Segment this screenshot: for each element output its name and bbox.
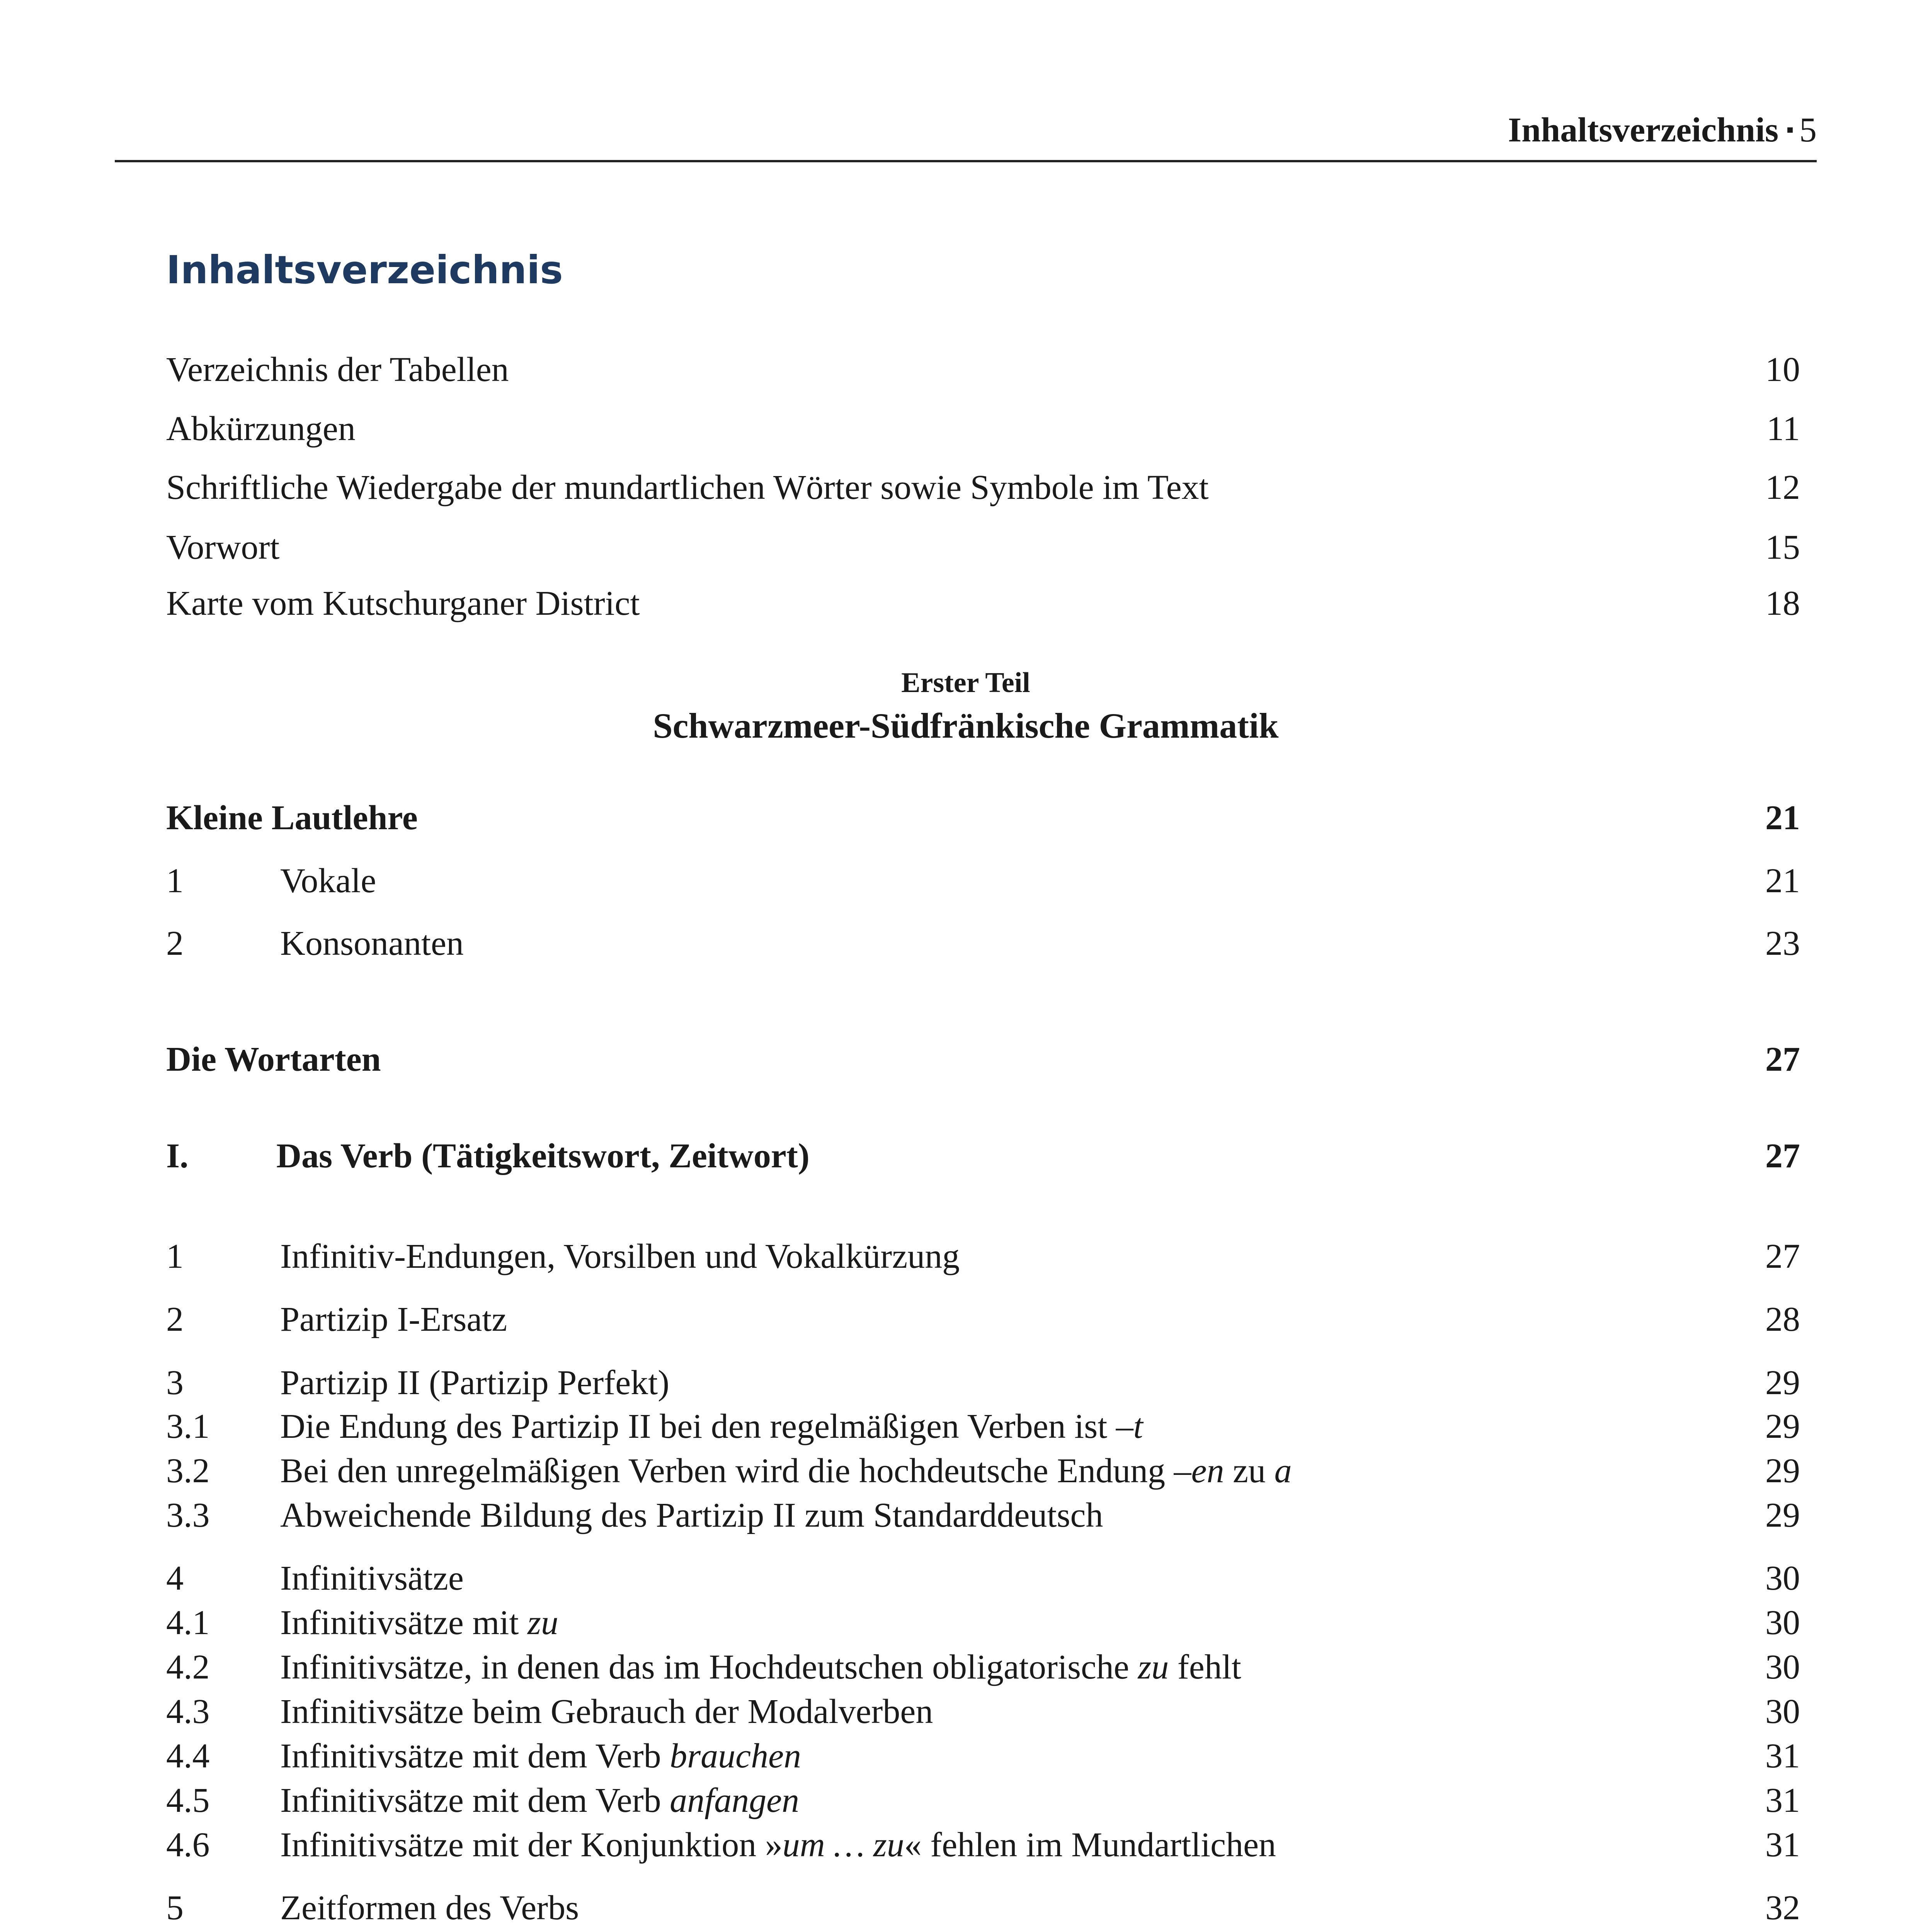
entry-title: Konsonanten xyxy=(280,924,464,963)
entry-page: 30 xyxy=(1765,1604,1800,1642)
entry-number: 4.1 xyxy=(166,1604,210,1642)
entry-title: Infinitivsätze, in denen das im Hochdeutschen obligatorische zu fehlt xyxy=(280,1648,1241,1686)
entry-page: 29 xyxy=(1765,1364,1800,1402)
entry-number: 3.2 xyxy=(166,1452,210,1490)
entry-number: 2 xyxy=(166,924,184,963)
chapter-title: Die Wortarten xyxy=(166,1040,381,1078)
entry-title: Partizip II (Partizip Perfekt) xyxy=(280,1364,670,1402)
entry-page: 11 xyxy=(1766,410,1800,448)
part-label: Erster Teil xyxy=(901,667,1030,699)
entry-page: 31 xyxy=(1765,1826,1800,1864)
entry-page: 30 xyxy=(1765,1648,1800,1686)
entry-number: 1 xyxy=(166,1237,184,1276)
entry-page: 29 xyxy=(1765,1407,1800,1446)
entry-title: Zeitformen des Verbs xyxy=(280,1889,579,1927)
section-number: I. xyxy=(166,1137,189,1175)
entry-page: 12 xyxy=(1765,468,1800,507)
running-head-title: Inhaltsverzeichnis xyxy=(1508,111,1779,149)
running-head-separator: ▪ xyxy=(1786,118,1794,142)
entry-number: 4.2 xyxy=(166,1648,210,1686)
entry-number: 3.1 xyxy=(166,1407,210,1446)
running-head xyxy=(115,110,1817,162)
entry-number: 4.4 xyxy=(166,1737,210,1775)
entry-page: 15 xyxy=(1765,528,1800,566)
entry-title: Schriftliche Wiedergabe der mundartlichen Wörter sowie Symbole im Text xyxy=(166,468,1209,507)
chapter-title: Kleine Lautlehre xyxy=(166,799,418,837)
entry-page: 28 xyxy=(1765,1300,1800,1338)
section-title: Das Verb (Tätigkeitswort, Zeitwort) xyxy=(276,1137,810,1175)
entry-page: 21 xyxy=(1765,862,1800,900)
entry-title: Vokale xyxy=(280,862,376,900)
entry-page: 32 xyxy=(1765,1889,1800,1927)
entry-number: 4.5 xyxy=(166,1781,210,1820)
entry-page: 29 xyxy=(1765,1496,1800,1534)
entry-number: 4.3 xyxy=(166,1692,210,1731)
running-head-page-number: 5 xyxy=(1799,111,1817,149)
entry-title: Abkürzungen xyxy=(166,410,356,448)
entry-number: 1 xyxy=(166,862,184,900)
entry-title: Abweichende Bildung des Partizip II zum Standarddeutsch xyxy=(280,1496,1103,1534)
entry-number: 4 xyxy=(166,1559,184,1597)
entry-number: 3.3 xyxy=(166,1496,210,1534)
chapter-page: 27 xyxy=(1765,1040,1800,1078)
entry-page: 23 xyxy=(1765,924,1800,963)
entry-title: Bei den unregelmäßigen Verben wird die hochdeutsche Endung –en zu a xyxy=(280,1452,1292,1490)
entry-page: 30 xyxy=(1765,1692,1800,1731)
entry-title: Infinitivsätze mit dem Verb brauchen xyxy=(280,1737,801,1775)
entry-title: Infinitivsätze mit dem Verb anfangen xyxy=(280,1781,800,1820)
entry-title: Vorwort xyxy=(166,528,280,566)
entry-title: Infinitivsätze mit zu xyxy=(280,1604,558,1642)
entry-title: Infinitivsätze mit der Konjunktion »um … zu« fehlen im Mundartlichen xyxy=(280,1826,1276,1864)
entry-title: Infinitivsätze xyxy=(280,1559,464,1597)
entry-page: 27 xyxy=(1765,1237,1800,1276)
entry-page: 31 xyxy=(1765,1781,1800,1820)
entry-page: 18 xyxy=(1765,584,1800,622)
toc-heading: Inhaltsverzeichnis xyxy=(166,247,563,293)
entry-number: 5 xyxy=(166,1889,184,1927)
entry-page: 10 xyxy=(1765,350,1800,389)
chapter-page: 21 xyxy=(1765,799,1800,837)
part-title: Schwarzmeer-Südfränkische Grammatik xyxy=(653,706,1279,745)
entry-title: Infinitiv-Endungen, Vorsilben und Vokalkürzung xyxy=(280,1237,960,1276)
entry-page: 31 xyxy=(1765,1737,1800,1775)
entry-title: Infinitivsätze beim Gebrauch der Modalverben xyxy=(280,1692,933,1731)
entry-title: Karte vom Kutschurganer District xyxy=(166,584,640,622)
section-page: 27 xyxy=(1765,1137,1800,1175)
entry-number: 3 xyxy=(166,1364,184,1402)
entry-page: 29 xyxy=(1765,1452,1800,1490)
entry-title: Partizip I-Ersatz xyxy=(280,1300,507,1338)
entry-number: 2 xyxy=(166,1300,184,1338)
entry-page: 30 xyxy=(1765,1559,1800,1597)
entry-title: Verzeichnis der Tabellen xyxy=(166,350,509,389)
entry-title: Die Endung des Partizip II bei den regelmäßigen Verben ist –t xyxy=(280,1407,1143,1446)
entry-number: 4.6 xyxy=(166,1826,210,1864)
